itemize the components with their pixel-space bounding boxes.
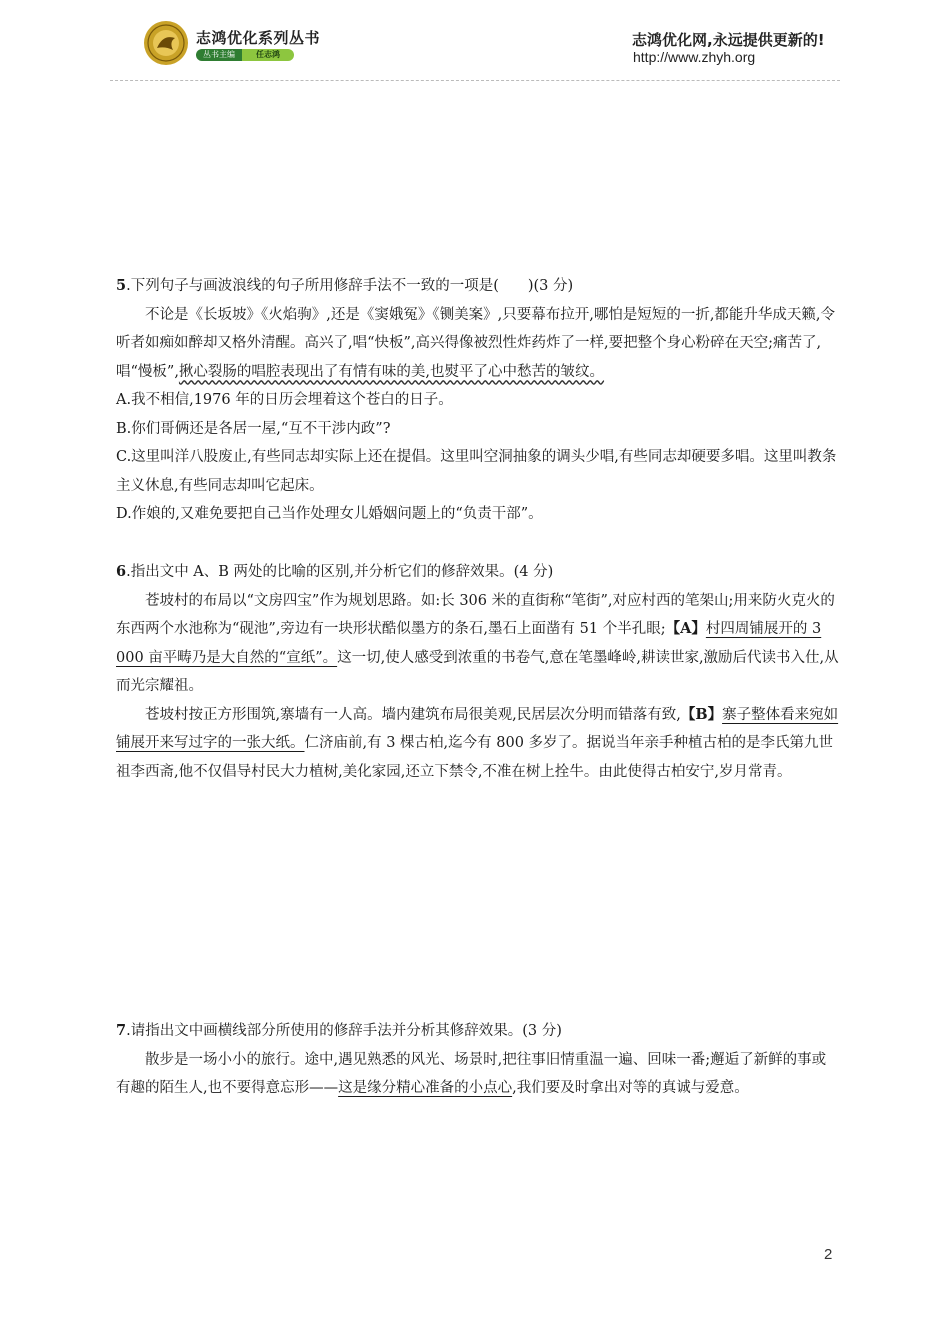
- passage-text: 不论是《长坂坡》《火焰驹》,还是《窦娥冤》《铡美案》,只要幕布拉开,哪怕是短短的一折,都能升华成天籁,令听者如痴如醉却又格外清醒。高兴了,唱“快板”,高兴得像被烈性炸药炸了一样,要把整个身心粉碎在天空;痛苦了,唱“慢板”,: [116, 306, 836, 380]
- underlined-sentence-a: 村四周铺展开的 3 000 亩平畴乃是大自然的“宣纸”。: [116, 621, 822, 666]
- passage-text: 苍坡村的布局以“文房四宝”作为规划思路。如:长 306 米的直街称“笔街”,对应村西的笔架山;用来防火克火的东西两个水池称为“砚池”,旁边有一块形状酷似墨方的条石,墨石上面凿有 51 个半孔眼;: [116, 592, 835, 637]
- site-url-link[interactable]: http://www.zhyh.org: [633, 49, 756, 65]
- brand-title: 志鸿优化系列丛书: [196, 29, 321, 47]
- passage-text: ,我们要及时拿出对等的真诚与爱意。: [512, 1080, 749, 1096]
- question-7: [116, 1017, 840, 1103]
- question-number: 6: [116, 563, 127, 580]
- question-7-passage: [116, 1046, 840, 1103]
- passage-text: 苍坡村按正方形围筑,寨墙有一人高。墙内建筑布局很美观,民居层次分明而错落有致,: [145, 706, 681, 723]
- marker-a: 【A】: [665, 620, 706, 637]
- question-5-passage: [116, 301, 840, 387]
- question-5-stem: [116, 272, 840, 301]
- passage-text: 散步是一场小小的旅行。途中,遇见熟悉的风光、场景时,把往事旧情重温一遍、回味一番;邂逅了新鲜的事或有趣的陌生人,也不要得意忘形——: [116, 1051, 827, 1096]
- wavy-underlined-sentence: 揪心裂肠的唱腔表现出了有情有味的美,也熨平了心中愁苦的皱纹。: [178, 363, 605, 380]
- site-slogan: 志鸿优化网,永远提供更新的!: [632, 31, 825, 49]
- seal-logo-icon: [143, 20, 189, 66]
- option-a: A.我不相信,1976 年的日历会埋着这个苍白的日子。: [116, 392, 453, 408]
- page-number: 2: [824, 1246, 833, 1263]
- badge-label: 丛书主编: [196, 49, 242, 61]
- passage-text: 这一切,使人感受到浓重的书卷气,意在笔墨峰岭,耕读世家,激励后代读书入仕,从而光宗耀祖。: [116, 649, 839, 694]
- question-number: 7: [116, 1022, 127, 1039]
- question-6-paragraph-2: [116, 701, 840, 787]
- page-header: [0, 0, 950, 80]
- question-number: 5: [116, 277, 127, 294]
- question-7-stem: [116, 1017, 840, 1046]
- question-stem-text: .请指出文中画横线部分所使用的修辞手法并分析其修辞效果。(3 分): [126, 1023, 562, 1039]
- option-d: D.作娘的,又难免要把自己当作处理女儿婚姻问题上的“负责干部”。: [116, 506, 543, 522]
- marker-b: 【B】: [680, 705, 723, 723]
- editor-badge: [196, 49, 294, 61]
- question-5: [116, 272, 840, 529]
- question-6-stem: [116, 558, 840, 587]
- passage-text: 仁济庙前,有 3 棵古柏,迄今有 800 多岁了。据说当年亲手种植古柏的是李氏第九世祖李西斋,他不仅倡导村民大力植树,美化家园,还立下禁令,不准在树上拴牛。由此使得古柏安宁,岁月常青。: [116, 735, 834, 780]
- option-b: B.你们哥俩还是各居一屋,“互不干涉内政”?: [116, 420, 391, 437]
- question-stem-text: .指出文中 A、B 两处的比喻的区别,并分析它们的修辞效果。(4 分): [126, 564, 554, 580]
- underlined-sentence-b: 寨子整体看来宛如铺展开来写过字的一张大纸。: [116, 706, 839, 751]
- question-6-paragraph-1: [116, 587, 840, 701]
- option-c: C.这里叫洋八股废止,有些同志却实际上还在提倡。这里叫空洞抽象的调头少唱,有些同志却硬要多唱。这里叫教条主义休息,有些同志却叫它起床。: [116, 449, 837, 494]
- underlined-phrase: 这是缘分精心准备的小点心: [338, 1080, 513, 1096]
- header-divider: [110, 80, 840, 81]
- badge-editor-name: 任志鸿: [242, 49, 294, 61]
- question-6: [116, 558, 840, 786]
- question-stem-text: .下列句子与画波浪线的句子所用修辞手法不一致的一项是( )(3 分): [126, 278, 574, 294]
